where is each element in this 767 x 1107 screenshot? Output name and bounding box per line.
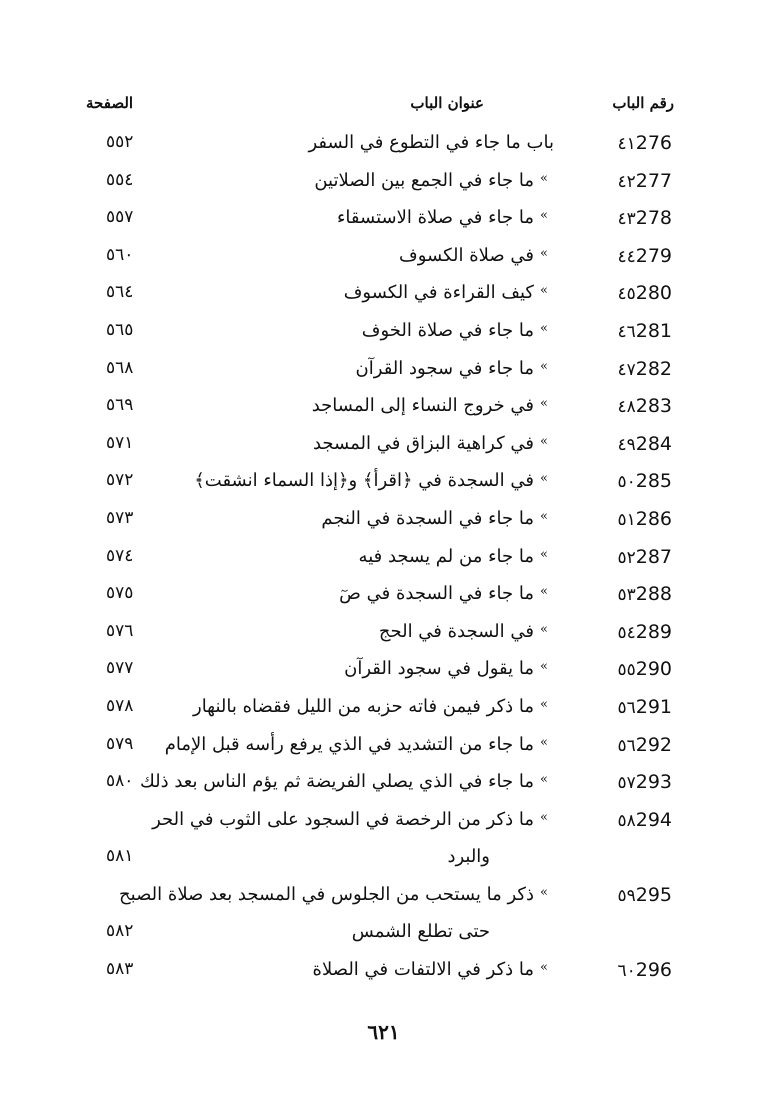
chapter-number-latin: 295 <box>635 883 672 906</box>
chapter-number <box>604 809 676 831</box>
chapter-number-latin: 290 <box>635 658 672 681</box>
chapter-page: ٥٧٨ <box>106 695 134 716</box>
ditto-mark: » <box>540 320 548 336</box>
chapter-title: في السجدة في الحج <box>378 620 534 642</box>
chapter-number-arabic: ٥٢ <box>617 547 636 568</box>
chapter-number-arabic: ٥٣ <box>617 585 636 606</box>
chapter-number <box>604 470 676 492</box>
chapter-number-latin: 281 <box>635 319 672 342</box>
chapter-title: في خروج النساء إلى المساجد <box>311 395 534 417</box>
table-row <box>86 464 676 502</box>
chapter-number-latin: 283 <box>635 395 672 418</box>
table-row <box>86 652 676 690</box>
ditto-mark: » <box>540 621 548 637</box>
chapter-number <box>604 508 676 530</box>
chapter-page: ٥٦٥ <box>106 319 134 340</box>
table-row <box>86 915 676 953</box>
table-row <box>86 577 676 615</box>
table-row <box>86 690 676 728</box>
chapter-number-latin: 288 <box>635 583 672 606</box>
header-chapter-title: عنوان الباب <box>410 94 484 112</box>
chapter-number-latin: 285 <box>635 470 672 493</box>
chapter-page: ٥٥٤ <box>106 169 134 190</box>
chapter-title: باب ما جاء في التطوع في السفر <box>308 132 554 153</box>
chapter-page: ٥٥٧ <box>106 207 134 228</box>
chapter-title: حتى تطلع الشمس <box>351 921 490 943</box>
chapter-number-latin: 292 <box>635 733 672 756</box>
table-row <box>86 276 676 314</box>
chapter-title: ما يقول في سجود القرآن <box>344 658 534 680</box>
chapter-number-arabic: ٤٩ <box>617 434 636 455</box>
chapter-number <box>604 320 676 342</box>
chapter-number-arabic: ٤٣ <box>617 209 636 230</box>
chapter-number-latin: 289 <box>635 620 672 643</box>
chapter-title: ما ذكر في الالتفات في الصلاة <box>312 959 534 981</box>
contents-table <box>86 126 676 991</box>
ditto-mark: » <box>540 809 548 825</box>
chapter-number <box>604 433 676 455</box>
chapter-number-arabic: ٥٦ <box>617 697 636 718</box>
chapter-page: ٥٨٠ <box>106 771 134 792</box>
chapter-title: ما جاء في السجدة في صٓ <box>339 583 534 605</box>
chapter-title: في كراهية البزاق في المسجد <box>312 432 534 454</box>
chapter-page: ٥٥٢ <box>106 132 134 152</box>
chapter-title: ذكر ما يستحب من الجلوس في المسجد بعد صلاة الصبح <box>119 883 534 905</box>
chapter-page: ٥٧٧ <box>106 658 134 679</box>
chapter-page: ٥٦٩ <box>106 395 134 416</box>
chapter-number-latin: 296 <box>635 959 672 982</box>
chapter-number-latin: 286 <box>635 507 672 530</box>
ditto-mark: » <box>540 170 548 186</box>
chapter-number-arabic: ٦٠ <box>617 961 636 982</box>
chapter-number <box>604 884 676 906</box>
chapter-number-latin: 279 <box>635 244 672 267</box>
chapter-number-latin: 276 <box>635 132 672 154</box>
chapter-page: ٥٨١ <box>106 846 134 867</box>
table-row <box>86 840 676 878</box>
chapter-page: ٥٨٣ <box>106 959 134 980</box>
chapter-title: ما جاء في صلاة الاستسقاء <box>336 207 534 229</box>
chapter-number-arabic: ٤٥ <box>617 284 636 305</box>
table-row <box>86 314 676 352</box>
table-row <box>86 765 676 803</box>
header-chapter-number: رقم الباب <box>612 94 674 112</box>
chapter-title: في السجدة في ﴿اقرأ﴾ و﴿إذا السماء انشقت﴾ <box>194 470 534 492</box>
ditto-mark: » <box>540 245 548 261</box>
chapter-number-arabic: ٤٨ <box>617 397 636 418</box>
chapter-page: ٥٦٨ <box>106 357 134 378</box>
chapter-page: ٥٧٢ <box>106 470 134 491</box>
chapter-title: والبرد <box>447 846 490 868</box>
ditto-mark: » <box>540 433 548 449</box>
chapter-title: ما جاء في الذي يصلي الفريضة ثم يؤم الناس بعد ذلك <box>139 771 534 793</box>
chapter-number <box>604 358 676 380</box>
chapter-title: ما ذكر من الرخصة في السجود على الثوب في الحر <box>152 808 534 830</box>
chapter-number <box>604 734 676 756</box>
chapter-number <box>604 959 676 981</box>
table-header <box>86 94 676 118</box>
table-row <box>86 427 676 465</box>
ditto-mark: » <box>540 960 548 976</box>
chapter-number-arabic: ٥٤ <box>617 622 636 643</box>
chapter-number-arabic: ٤٤ <box>617 246 636 267</box>
chapter-number <box>604 170 676 192</box>
chapter-number-arabic: ٤٢ <box>617 171 636 192</box>
chapter-number-latin: 284 <box>635 432 672 455</box>
chapter-title: ما جاء في الجمع بين الصلاتين <box>314 169 534 191</box>
chapter-number <box>604 207 676 229</box>
chapter-number-arabic: ٥٦ <box>617 735 636 756</box>
table-row <box>86 126 676 164</box>
chapter-page: ٥٨٢ <box>106 921 134 942</box>
chapter-title: ما جاء في سجود القرآن <box>355 357 534 379</box>
chapter-title: ما جاء في السجدة في النجم <box>321 507 534 529</box>
chapter-number-latin: 277 <box>635 169 672 192</box>
chapter-number-latin: 291 <box>635 695 672 718</box>
chapter-number-arabic: ٥٠ <box>617 472 636 493</box>
table-row <box>86 352 676 390</box>
chapter-number <box>604 546 676 568</box>
ditto-mark: » <box>540 884 548 900</box>
chapter-page: ٥٧٥ <box>106 583 134 604</box>
chapter-number-arabic: ٥١ <box>617 509 636 530</box>
chapter-title: ما جاء من لم يسجد فيه <box>358 545 534 567</box>
table-row <box>86 540 676 578</box>
chapter-number-latin: 282 <box>635 357 672 380</box>
ditto-mark: » <box>540 546 548 562</box>
table-row <box>86 389 676 427</box>
chapter-number <box>604 282 676 304</box>
table-row <box>86 878 676 916</box>
ditto-mark: » <box>540 471 548 487</box>
ditto-mark: » <box>540 584 548 600</box>
ditto-mark: » <box>540 772 548 788</box>
chapter-number <box>604 621 676 643</box>
page-number: ٦٢١ <box>367 1020 400 1044</box>
chapter-page: ٥٦٤ <box>106 282 134 303</box>
chapter-page: ٥٧٣ <box>106 507 134 528</box>
ditto-mark: » <box>540 208 548 224</box>
chapter-number-arabic: ٤٦ <box>617 321 636 342</box>
chapter-number-latin: 280 <box>635 282 672 305</box>
chapter-number <box>604 771 676 793</box>
chapter-number-arabic: ٥٥ <box>617 660 636 681</box>
table-row <box>86 164 676 202</box>
chapter-title: ما جاء من التشديد في الذي يرفع رأسه قبل الإمام <box>164 733 534 755</box>
ditto-mark: » <box>540 508 548 524</box>
chapter-page: ٥٧٦ <box>106 620 134 641</box>
ditto-mark: » <box>540 283 548 299</box>
chapter-title: في صلاة الكسوف <box>399 244 534 266</box>
chapter-title: ما ذكر فيمن فاته حزبه من الليل فقضاه بالنهار <box>193 695 534 717</box>
chapter-page: ٥٧٩ <box>106 733 134 754</box>
chapter-page: ٥٧١ <box>106 432 134 453</box>
chapter-number-latin: 287 <box>635 545 672 568</box>
chapter-number <box>604 132 676 154</box>
table-row <box>86 239 676 277</box>
chapter-number <box>604 696 676 718</box>
ditto-mark: » <box>540 659 548 675</box>
ditto-mark: » <box>540 734 548 750</box>
chapter-number-arabic: ٥٩ <box>617 885 636 906</box>
ditto-mark: » <box>540 396 548 412</box>
chapter-number <box>604 658 676 680</box>
chapter-number <box>604 846 676 868</box>
chapter-number <box>604 395 676 417</box>
chapter-number-arabic: ٤٧ <box>617 359 636 380</box>
table-row <box>86 502 676 540</box>
table-row <box>86 201 676 239</box>
ditto-mark: » <box>540 358 548 374</box>
chapter-number-latin: 294 <box>635 808 672 831</box>
chapter-number <box>604 583 676 605</box>
chapter-number-arabic: ٤١ <box>617 134 636 154</box>
chapter-title: ما جاء في صلاة الخوف <box>361 319 534 341</box>
chapter-page: ٥٧٤ <box>106 545 134 566</box>
chapter-title: كيف القراءة في الكسوف <box>343 282 534 304</box>
chapter-number-arabic: ٥٧ <box>617 773 636 794</box>
table-row <box>86 615 676 653</box>
chapter-number-arabic: ٥٨ <box>617 810 636 831</box>
chapter-number <box>604 921 676 943</box>
table-row <box>86 953 676 991</box>
table-row <box>86 728 676 766</box>
chapter-number <box>604 245 676 267</box>
header-page: الصفحة <box>86 94 134 112</box>
ditto-mark: » <box>540 696 548 712</box>
chapter-number-latin: 293 <box>635 771 672 794</box>
chapter-number-latin: 278 <box>635 207 672 230</box>
table-row <box>86 803 676 841</box>
chapter-page: ٥٦٠ <box>106 244 134 265</box>
